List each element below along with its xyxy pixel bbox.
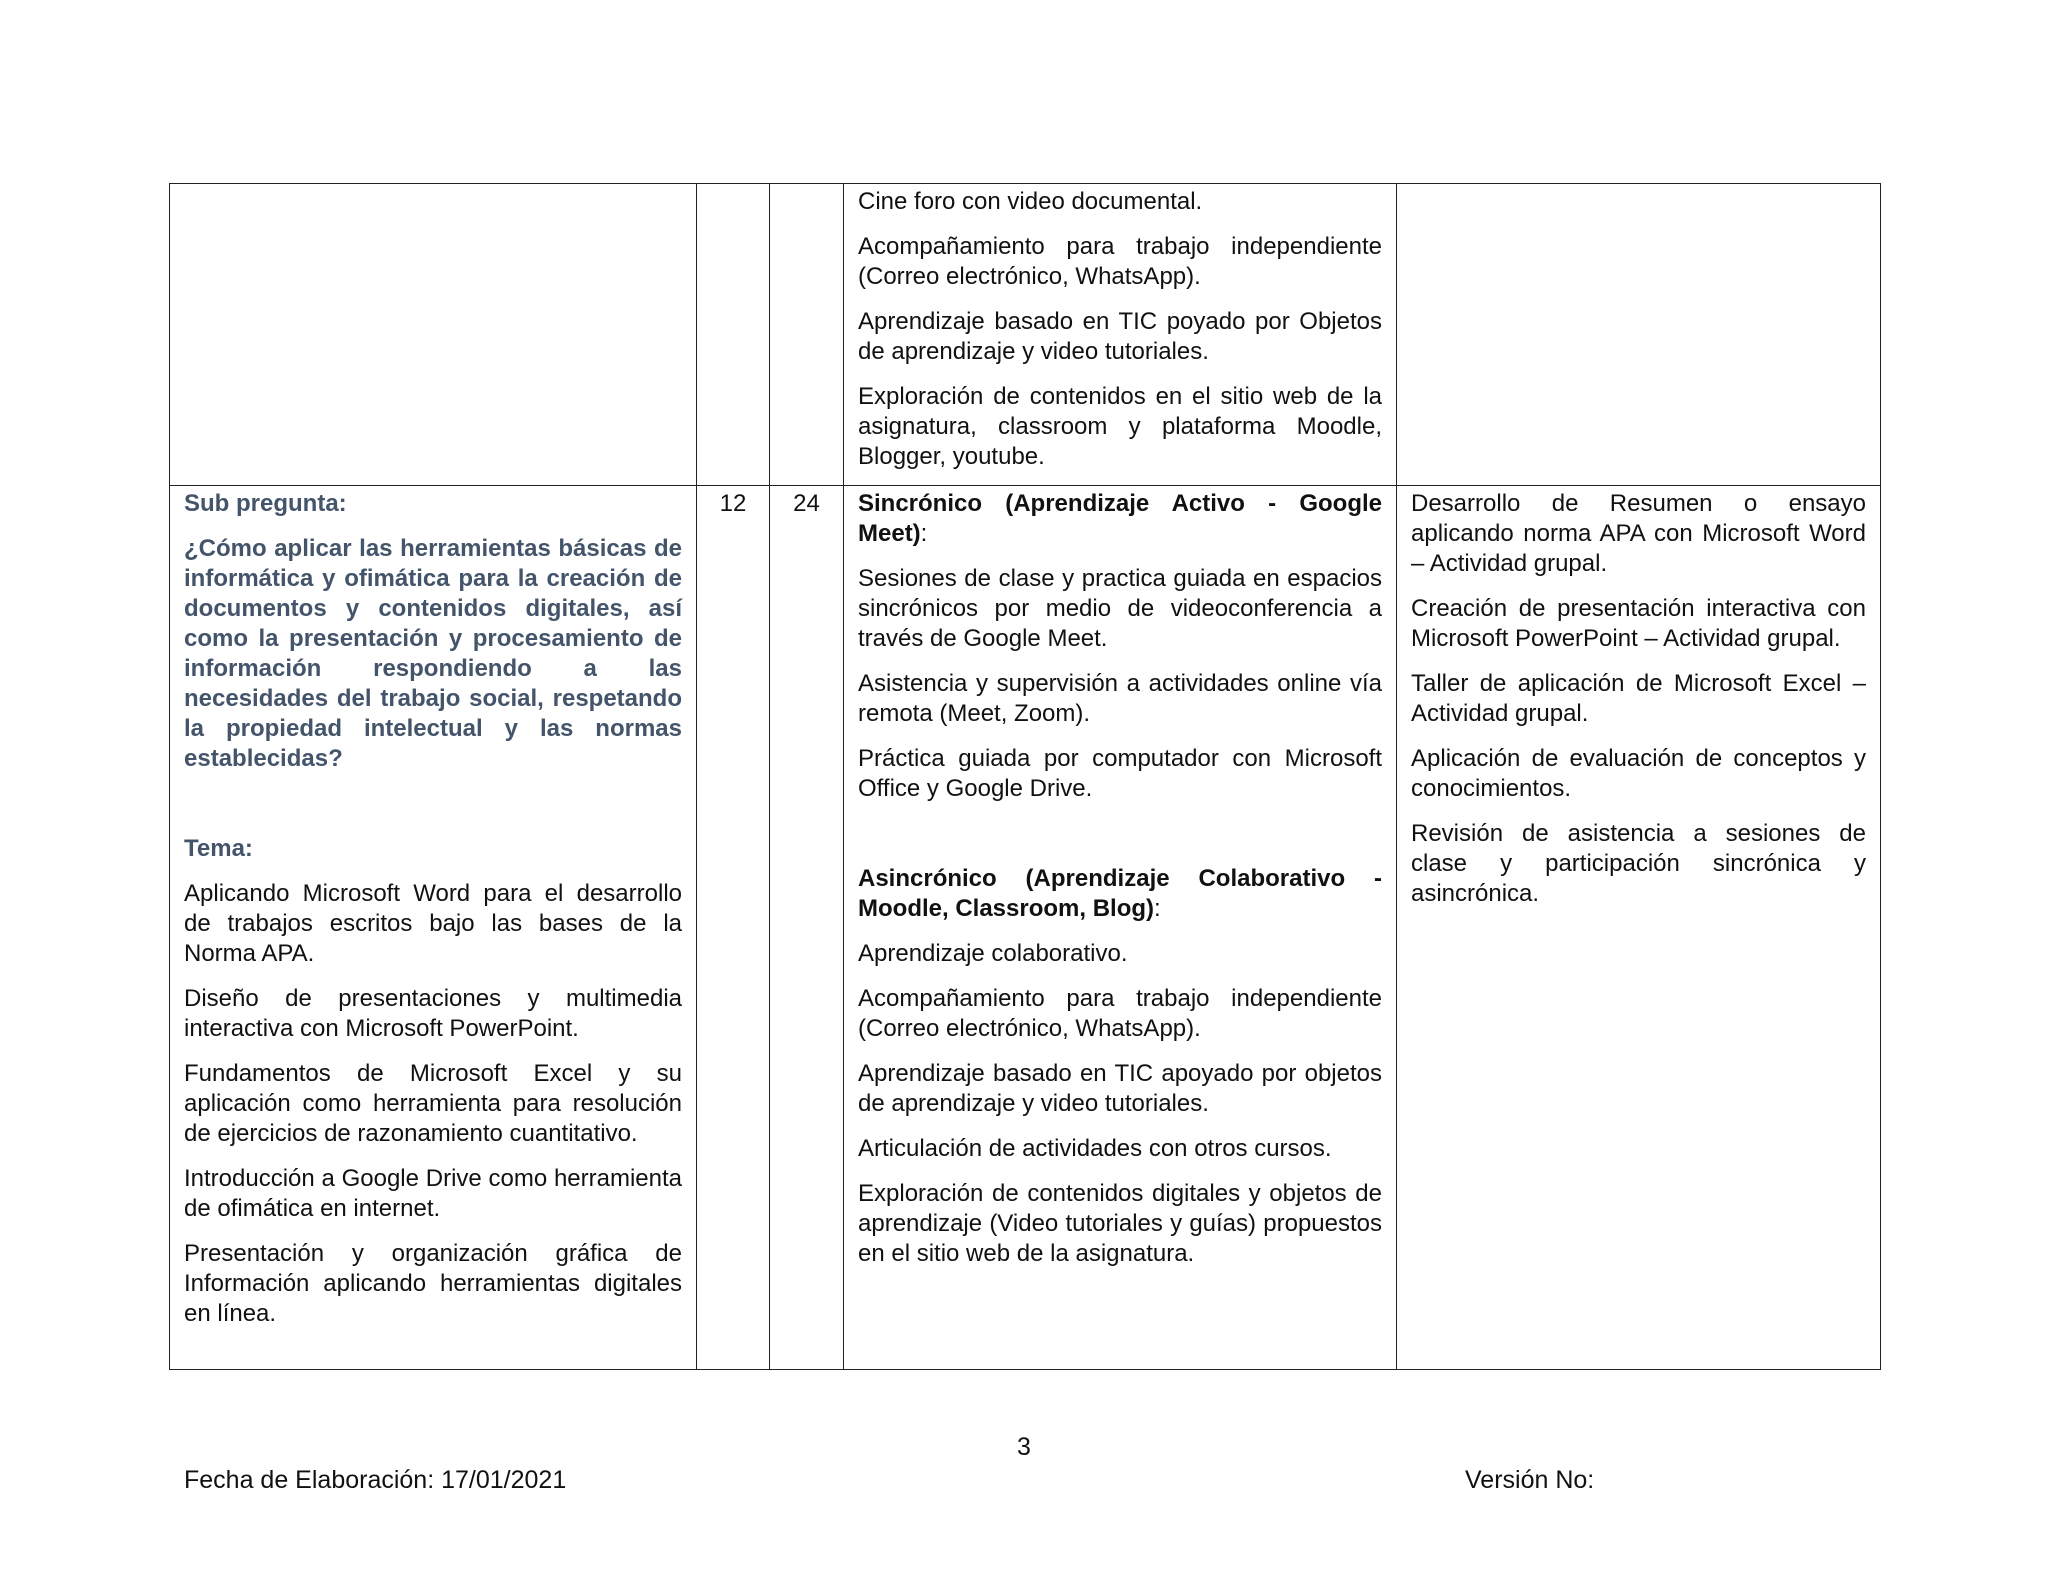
hours-b-cell-empty [770, 184, 844, 486]
topic-label: Tema: [184, 835, 253, 862]
course-plan-table [169, 183, 1881, 1370]
topic-cell-empty [170, 184, 697, 486]
sync-item: Sesiones de clase y practica guiada en espacios sincrónicos por medio de videoconferencia a través de Google Meet. [858, 565, 1382, 652]
topic-item: Fundamentos de Microsoft Excel y su aplicación como herramienta para resolución de ejercicios de razonamiento cuantitativo. [184, 1060, 682, 1147]
topic-cell [170, 486, 697, 1370]
sub-question-text: ¿Cómo aplicar las herramientas básicas de informática y ofimática para la creación de documentos y contenidos digitales, así como la presentación y procesamiento de información respondiendo a las necesidades del trabajo social, respetando la propiedad intelectual y las normas establecidas? [184, 535, 682, 772]
evaluation-item: Desarrollo de Resumen o ensayo aplicando norma APA con Microsoft Word – Actividad grupal. [1411, 490, 1866, 577]
topic-item: Presentación y organización gráfica de Información aplicando herramientas digitales en línea. [184, 1240, 682, 1327]
strategies-cell: Sincrónico (Aprendizaje Activo - Google Meet): Sesiones de clase y practica guiada en espacios sincrónicos por medio de videoconferencia a través de Google Meet. Asistencia y supervisión a actividades online vía remota (Meet, Zoom). Práctica guiada por computador con Microsoft Office y Google Drive. Asincrónico (Aprendizaje Colaborativo - Moodle, Classroom, Blog): Aprendizaje colaborativo. Acompañamiento para trabajo independiente (Correo electrónico, WhatsApp). Aprendizaje basado en TIC apoyado por objetos de aprendizaje y video tutoriales. Articulación de actividades con otros cursos. Exploración de contenidos digitales y objetos de aprendizaje (Video tutoriales y guías) propuestos en el sitio web de la asignatura. [844, 486, 1397, 1370]
async-item: Articulación de actividades con otros cursos. [858, 1135, 1332, 1162]
async-item: Exploración de contenidos digitales y objetos de aprendizaje (Video tutoriales y guías) propuestos en el sitio web de la asignatura. [858, 1180, 1382, 1267]
hours-b-cell: 24 [770, 486, 844, 1370]
evaluation-cell-empty [1397, 184, 1881, 486]
async-item: Aprendizaje basado en TIC apoyado por objetos de aprendizaje y video tutoriales. [858, 1060, 1382, 1117]
async-heading: Asincrónico (Aprendizaje Colaborativo - Moodle, Classroom, Blog) [858, 865, 1382, 922]
evaluation-item: Aplicación de evaluación de conceptos y conocimientos. [1411, 745, 1866, 802]
strategy-item: Exploración de contenidos en el sitio web de la asignatura, classroom y plataforma Moodle, Blogger, youtube. [858, 383, 1382, 470]
async-item: Aprendizaje colaborativo. [858, 940, 1128, 967]
strategy-item: Aprendizaje basado en TIC poyado por Objetos de aprendizaje y video tutoriales. [858, 308, 1382, 365]
async-item: Acompañamiento para trabajo independiente (Correo electrónico, WhatsApp). [858, 985, 1382, 1042]
table-row [170, 184, 1881, 486]
topic-item: Aplicando Microsoft Word para el desarrollo de trabajos escritos bajo las bases de la Norma APA. [184, 880, 682, 967]
evaluation-item: Revisión de asistencia a sesiones de clase y participación sincrónica y asincrónica. [1411, 820, 1866, 907]
evaluation-cell [1397, 486, 1881, 1370]
hours-a-cell-empty [697, 184, 770, 486]
evaluation-item: Creación de presentación interactiva con Microsoft PowerPoint – Actividad grupal. [1411, 595, 1866, 652]
elaboration-date: Fecha de Elaboración: 17/01/2021 [184, 1466, 567, 1494]
sync-heading: Sincrónico (Aprendizaje Activo - Google Meet) [858, 490, 1382, 547]
table-row [170, 486, 1881, 1370]
page-number: 3 [1017, 1433, 1031, 1461]
evaluation-item: Taller de aplicación de Microsoft Excel – Actividad grupal. [1411, 670, 1866, 727]
hours-a-cell: 12 [697, 486, 770, 1370]
sub-question-label: Sub pregunta: [184, 490, 347, 517]
strategy-item: Cine foro con video documental. [858, 188, 1203, 215]
version-label: Versión No: [1465, 1466, 1595, 1494]
strategy-item: Acompañamiento para trabajo independiente (Correo electrónico, WhatsApp). [858, 233, 1382, 290]
sync-item: Práctica guiada por computador con Microsoft Office y Google Drive. [858, 745, 1382, 802]
sync-item: Asistencia y supervisión a actividades online vía remota (Meet, Zoom). [858, 670, 1382, 727]
strategies-cell [844, 184, 1397, 486]
topic-item: Diseño de presentaciones y multimedia interactiva con Microsoft PowerPoint. [184, 985, 682, 1042]
topic-item: Introducción a Google Drive como herramienta de ofimática en internet. [184, 1165, 682, 1222]
